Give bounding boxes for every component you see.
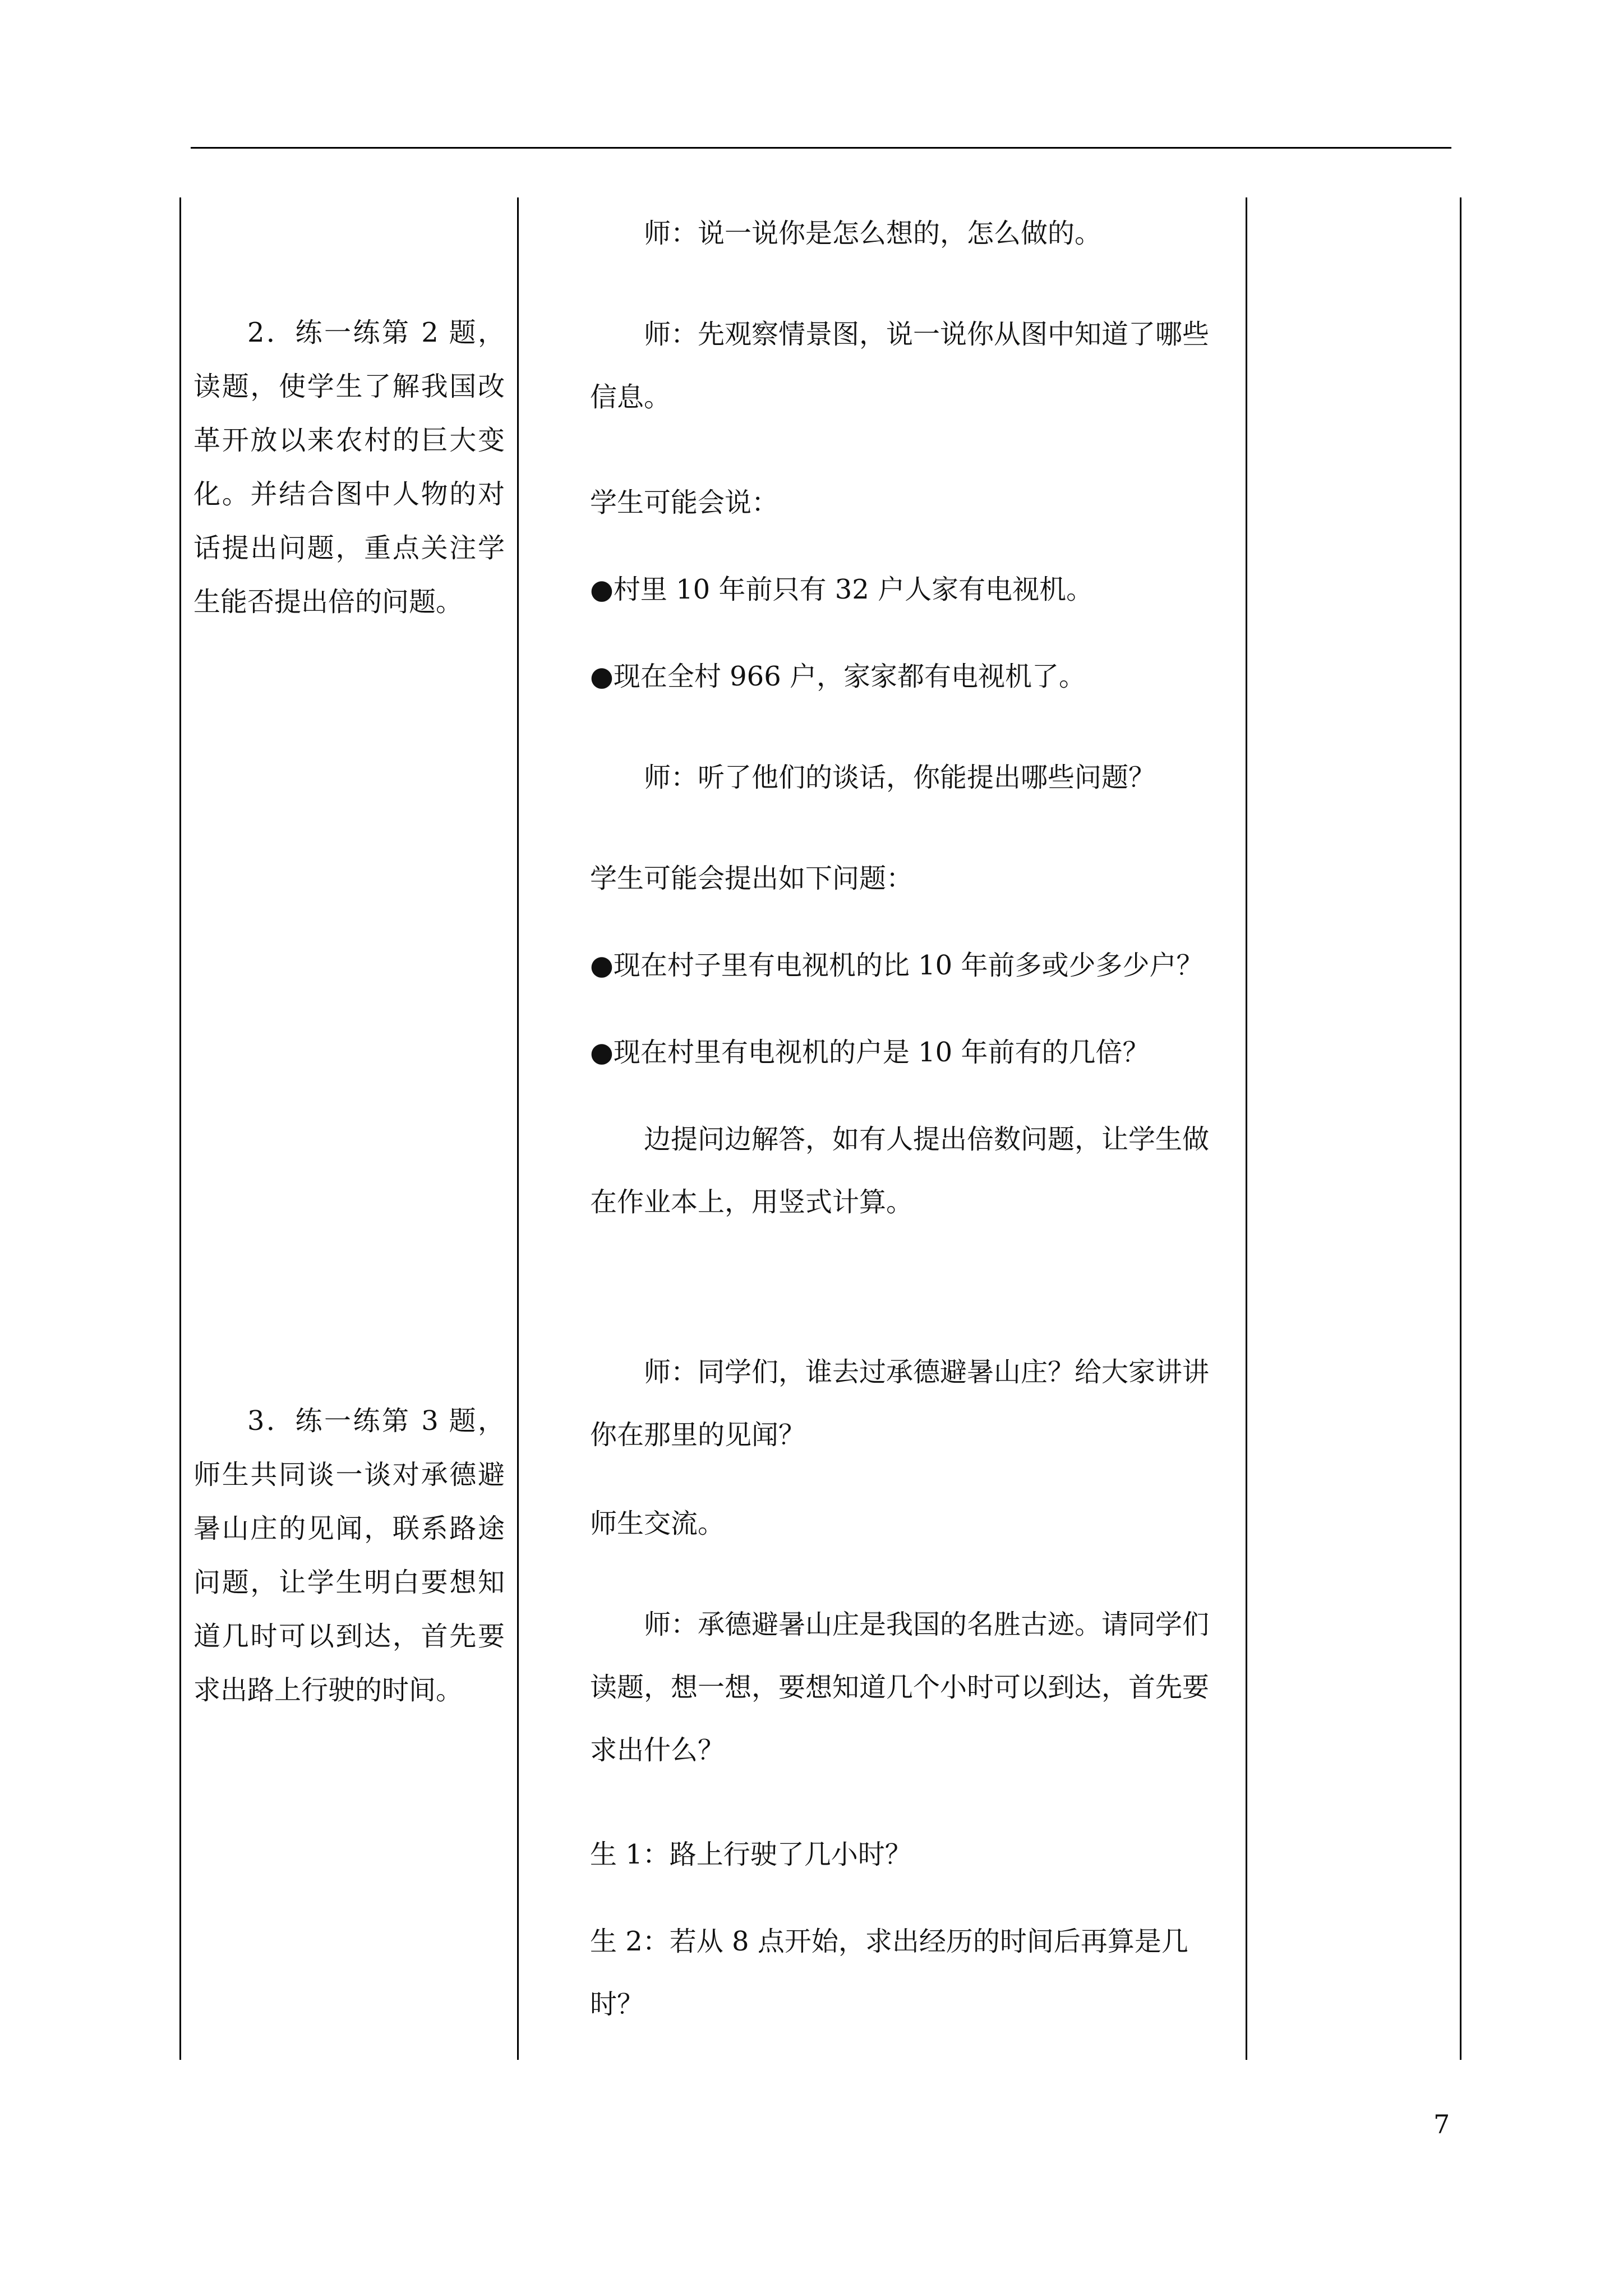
design-intent-column-2 — [193, 1394, 505, 1717]
text-line: ●村里 10 年前只有 32 户人家有电视机。 — [590, 574, 1094, 605]
page-number: 7 — [1433, 2109, 1450, 2139]
text-line: ●现在村里有电视机的户是 10 年前有的几倍？ — [590, 1037, 1150, 1068]
design-intent-column — [193, 306, 505, 629]
text-line: 师：承德避暑山庄是我国的名胜古迹。请同学们读题，想一想，要想知道几个小时可以到达，首先要求出什么？ — [590, 1609, 1210, 1766]
text-line: 边提问边解答，如有人提出倍数问题，让学生做在作业本上，用竖式计算。 — [590, 1124, 1210, 1218]
text-line: 学生可能会说： — [590, 487, 779, 518]
left-note-3: 3．练一练第 3 题，师生共同谈一谈对承德避暑山庄的见闻，联系路途问题，让学生明白要想知道几时可以到达，首先要求出路上行驶的时间。 — [193, 1405, 505, 1706]
text-line: ●现在全村 966 户，家家都有电视机了。 — [590, 661, 1086, 692]
text-line: 师：听了他们的谈话，你能提出哪些问题？ — [644, 762, 1156, 793]
text-line: 师：同学们，谁去过承德避暑山庄？给大家讲讲你在那里的见闻？ — [590, 1356, 1210, 1451]
table-border-left — [179, 197, 181, 2060]
text-line: 学生可能会提出如下问题： — [590, 863, 914, 894]
table-column-divider-2 — [1246, 197, 1247, 2060]
text-line: ●现在村子里有电视机的比 10 年前多或少多少户？ — [590, 950, 1204, 981]
text-line: 师：说一说你是怎么想的，怎么做的。 — [644, 218, 1102, 249]
text-line: 生 2：若从 8 点开始，求出经历的时间后再算是几时？ — [590, 1926, 1188, 2020]
text-line: 师：先观察情景图，说一说你从图中知道了哪些信息。 — [590, 319, 1210, 413]
table-border-right — [1460, 197, 1461, 2060]
table-column-divider-1 — [517, 197, 519, 2060]
left-note-2: 2．练一练第 2 题，读题，使学生了解我国改革开放以来农村的巨大变化。并结合图中人物的对话提出问题，重点关注学生能否提出倍的问题。 — [193, 317, 505, 618]
text-line: 生 1：路上行驶了几小时？ — [590, 1839, 912, 1870]
text-line: 师生交流。 — [590, 1508, 725, 1539]
header-rule — [191, 147, 1451, 149]
